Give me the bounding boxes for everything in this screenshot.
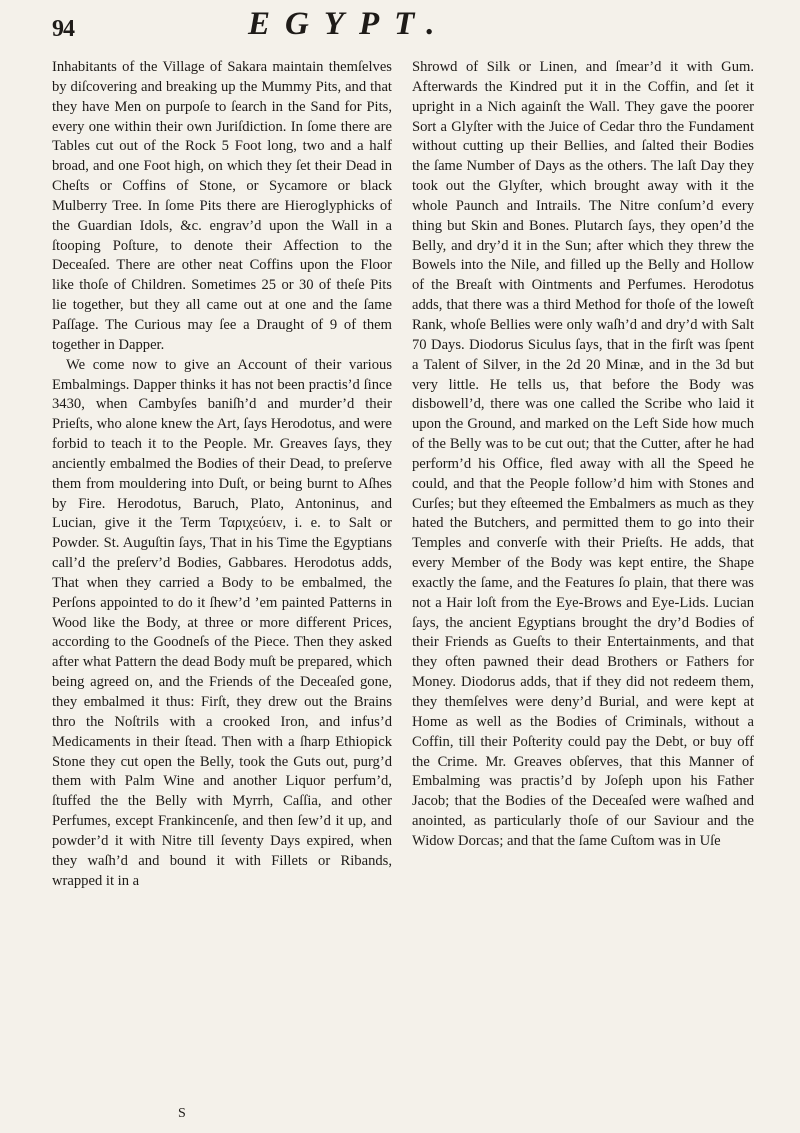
- page-number: 94: [52, 16, 74, 42]
- page-header: [52, 4, 752, 48]
- running-title: EGYPT.: [248, 6, 450, 42]
- left-text-column: [52, 58, 392, 891]
- paragraph: We come now to give an Account of their various Embalmings. Dapper thinks it has not been practis’d ſince 3430, when Cambyſes baniſh’d and murder’d their Prieſts, who alone knew the Art, ſays Herodotus, and were forbid to teach it to the People. Mr. Greaves ſays, they anciently embalmed the Bodies of their Dead, to preſerve them from mouldering into Duſt, or being burnt to Aſhes by Fire. Herodotus, Baruch, Plato, Antoninus, and Lucian, give it the Term Ταριχεύειν, i. e. to Salt or Powder. St. Auguſtin ſays, That in his Time the Egyptians call’d the preſerv’d Bodies, Gabbares. Herodotus adds, That when they carried a Body to be embalmed, the Perſons appointed to do it ſhew’d ’em painted Patterns in Wood like the Body, at three or more different Prices, according to the Goodneſs of the Piece. Then they asked after what Pattern the dead Body muſt be prepared, which being agreed on, and the Friends of the Deceaſed gone, they embalmed it thus: Firſt, they drew out the Brains thro the Noſtrils with a crooked Iron, and infus’d Medicaments in their ſtead. Then with a ſharp Ethiopick Stone they cut open the Belly, took the Guts out, purg’d them with Palm Wine and another Liquor perfum’d, ſtuffed the the Belly with Myrrh, Caſſia, and other Perfumes, except Frankincenſe, and then ſew’d it up, and powder’d it with Nitre till ſeventy Days expired, when they waſh’d and bound it with Fillets or Ribands, wrapped it in a: [52, 356, 392, 889]
- paragraph: Inhabitants of the Village of Sakara maintain themſelves by diſcovering and breaking up the Mummy Pits, and that they have Men on purpoſe to ſearch in the Sand for Pits, every one within their own Juriſdiction. In ſome there are Tables cut out of the Rock 5 Foot long, two and a half broad, and one Foot high, on which they ſet their Dead in Cheſts or Coffins of Stone, or Sycamore or black Mulberry Tree. In ſome Pits there are Hieroglyphicks of the Guardian Idols, &c. engrav’d upon the Wall in a ſtooping Poſture, to denote their Affection to the Deceaſed. There are other neat Coffins upon the Floor like thoſe of Children. Sometimes 25 or 30 of theſe Pits lie together, but they all came out at one and the ſame Paſſage. The Curious may ſee a Draught of 9 of them together in Dapper.: [52, 59, 392, 353]
- paragraph: Shrowd of Silk or Linen, and ſmear’d it with Gum. Afterwards the Kindred put it in the Coffin, and ſet it upright in a Nich againſt the Wall. They gave the poorer Sort a Glyſter with the Juice of Cedar thro the Fundament without cutting up their Bellies, and ſalted their Bodies the ſame Number of Days as the others. The laſt Day they took out the Glyſter, which brought away with it the whole Paunch and Intrails. The Nitre conſum’d every thing but Skin and Bones. Plutarch ſays, they open’d the Belly, and dry’d it in the Sun; after which they threw the Bowels into the Nile, and filled up the Belly and Hollow of the Breaſt with Ointments and Perfumes. Herodotus adds, that there was a third Method for thoſe of the loweſt Rank, whoſe Bellies were only waſh’d and dry’d with Salt 70 Days. Diodorus Siculus ſays, that in the firſt was ſpent a Talent of Silver, in the 2d 20 Minæ, and in the 3d but very little. He tells us, that before the Body was disbowell’d, there was one called the Scribe who laid it upon the Ground, and marked on the Left Side how much of the Belly was to be cut out; that the Cutter, after he had perform’d his Office, fled away with all the Speed he could, and that the People follow’d him with Stones and Curſes; but they eſteemed the Embalmers as much as they hated the Butchers, and permitted them to go into their Temples and converſe with their Prieſts. He adds, that every Member of the Body was kept entire, the Shape exactly the ſame, and the Features ſo plain, that there was not a Hair loſt from the Eye-Brows and Eye-Lids. Lucian ſays, the ancient Egyptians brought the dry’d Bodies of their Friends as Gueſts to their Entertainments, and that they often pawned their dead Brothers or Fathers for Money. Diodorus adds, that if they did not redeem them, they themſelves were deny’d Burial, and were kept at Home as well as the Bodies of Criminals, without a Coffin, till their Poſterity could pay the Debt, or buy off the Crime. Mr. Greaves obſerves, that this Manner of Embalming was practis’d by Joſeph upon his Father Jacob; that the Bodies of the Deceaſed were waſhed and anointed, as particularly thoſe of our Saviour and the Widow Dorcas; and that the ſame Cuſtom was in Uſe: [412, 59, 754, 849]
- signature-mark: S: [178, 1106, 186, 1121]
- right-text-column: [412, 58, 754, 852]
